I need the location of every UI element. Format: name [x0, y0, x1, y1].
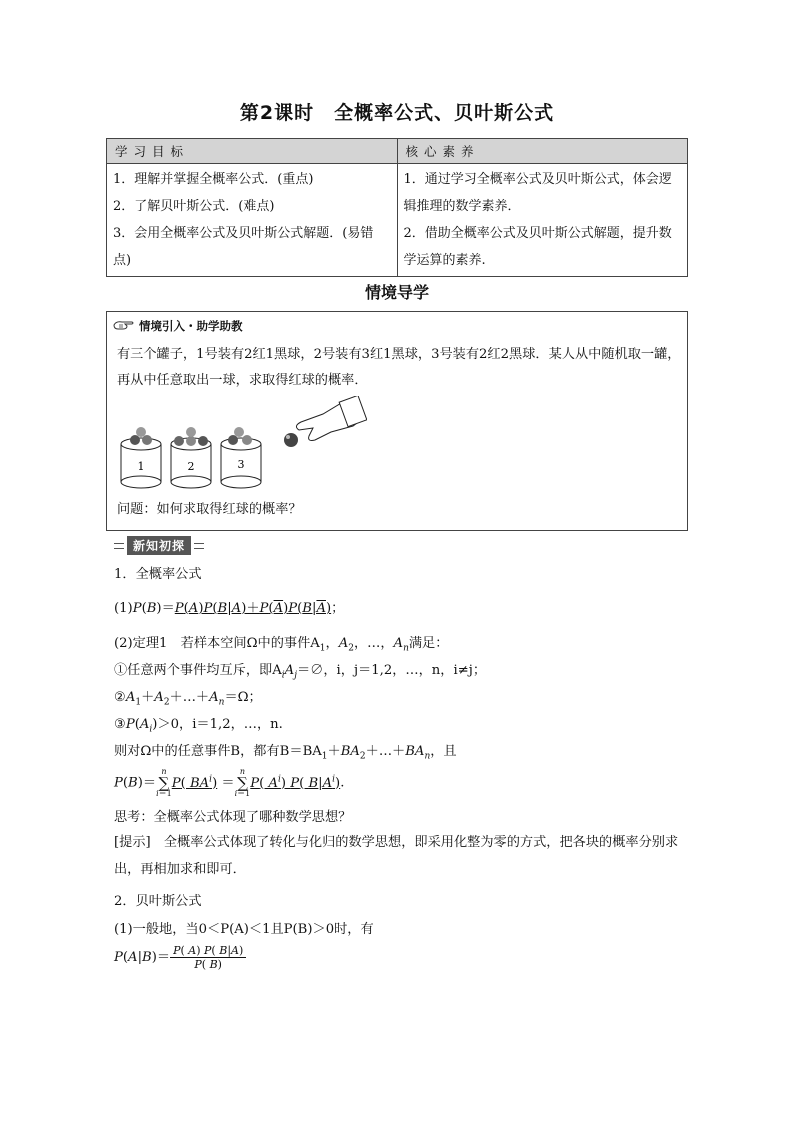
jar-label-2: 2 [187, 460, 195, 473]
bayes-condition: (1)一般地，当0＜P(A)＜1且P(B)＞0时，有 [114, 922, 374, 937]
theorem-1: (2)定理1 若样本空间Ω中的事件$A_1$，$A_2$，…，$A_n$满足： [114, 636, 449, 654]
scenario-heading-text: 情境引入・助学助教 [139, 319, 243, 333]
conclusion-line: 则对Ω中的任意事件B，都有$B=BA_1+BA_2+\dots+BA_n$，且 [114, 744, 457, 762]
pointing-hand-icon [113, 319, 135, 334]
goals-table [106, 138, 688, 277]
new-knowledge-badge [114, 536, 204, 555]
learning-goal-1: 1．理解并掌握全概率公式．(重点) [113, 172, 314, 187]
jar-1-icon [121, 427, 161, 488]
core-literacy-2: 2．借助全概率公式及贝叶斯公式解题，提升数学运算的素养. [403, 226, 672, 268]
learning-goal-2: 2．了解贝叶斯公式．(难点) [113, 199, 275, 214]
learning-goals-cell [107, 164, 398, 277]
total-probability-formula: (1)P(B)＝P(A)P(B|A)＋P(A)P(B|A)； [114, 601, 345, 616]
section-1-title: 1．全概率公式 [114, 567, 202, 582]
bayes-formula: P(A|B)＝ $\frac{P( A) P( B|A)}{P( B)}$ [114, 944, 246, 971]
scenario-box [106, 311, 688, 531]
scenario-heading [113, 318, 243, 334]
sum-formula: P(B)＝n ∑ i＝1P( $BA^i) =n$ ∑ i＝1P( $A^i$) P( $B|A^i$). [114, 767, 345, 798]
condition-2: $②A_1+A_2+\dots+A_n=\Omega$； [114, 690, 262, 708]
header-core-literacy: 核心素养 [397, 139, 688, 164]
hint-text: [提示] 全概率公式体现了转化与化归的数学思想，即采用化整为零的方式，把各块的概率分别求出，再相加求和即可． [114, 835, 679, 877]
condition-1: ①任意两个事件均互斥，即$A_iA_j=\emptyset$，i，j＝1,2，…，n，i≠j； [114, 663, 487, 681]
core-literacy-cell [397, 164, 688, 277]
jar-label-1: 1 [137, 460, 145, 473]
section-2-title: 2．贝叶斯公式 [114, 894, 202, 909]
condition-3: $③P(A_i)>0$，i＝1,2，…，n. [114, 717, 283, 735]
badge-label: 新知初探 [127, 536, 191, 555]
scenario-question: 问题：如何求取得红球的概率？ [117, 502, 302, 517]
page-title: 第2课时 全概率公式、贝叶斯公式 [239, 102, 555, 124]
think-question: 思考：全概率公式体现了哪种数学思想？ [114, 810, 352, 825]
hand-holding-ball-icon [257, 396, 367, 456]
scenario-text: 有三个罐子，1号装有2红1黑球，2号装有3红1黑球，3号装有2红2黑球．某人从中随机取一罐，再从中任意取出一球，求取得红球的概率． [117, 347, 681, 388]
jar-label-3: 3 [237, 458, 245, 471]
core-literacy-1: 1．通过学习全概率公式及贝叶斯公式，体会逻辑推理的数学素养． [403, 172, 672, 214]
header-learning-goals: 学习目标 [107, 139, 398, 164]
learning-goal-3: 3．会用全概率公式及贝叶斯公式解题．(易错点) [113, 226, 374, 268]
jar-2-icon [171, 427, 211, 488]
section-title: 情境导学 [364, 283, 429, 302]
